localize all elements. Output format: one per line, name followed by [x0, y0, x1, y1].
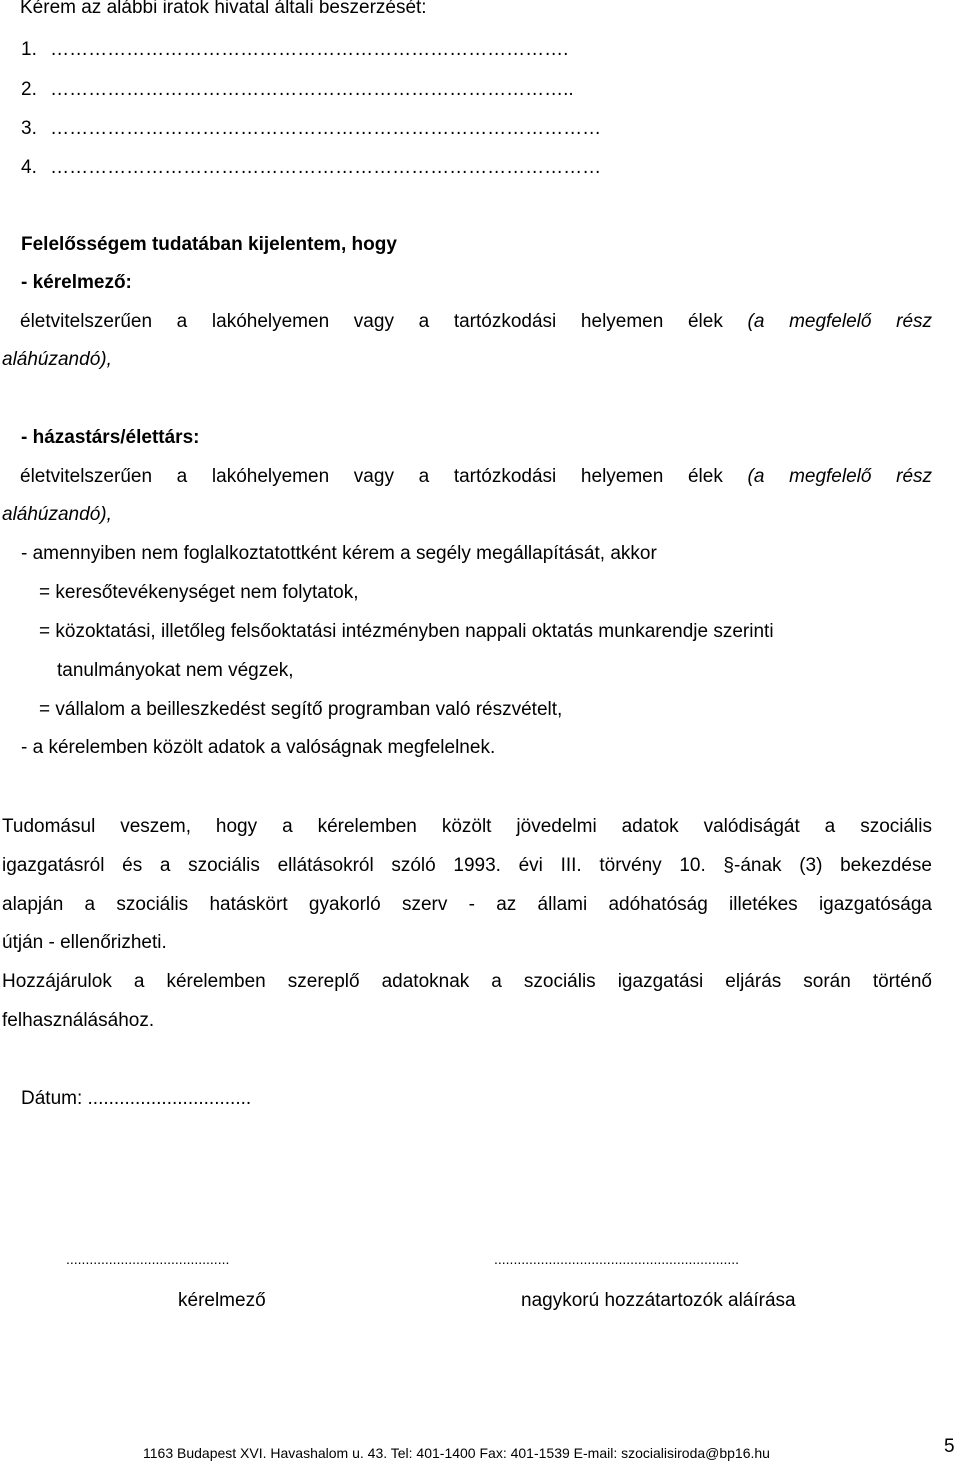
signature-label-relatives: nagykorú hozzátartozók aláírása [521, 1290, 796, 1311]
signature-line-relatives: ............................................................... [494, 1251, 740, 1267]
list-item [21, 157, 601, 179]
notice-line: alapján a szociális hatáskört gyakorló szerv - az állami adóhatóság illetékes igazgatósága [2, 894, 932, 915]
consent-line: Hozzájárulok a kérelemben szereplő adatoknak a szociális igazgatási eljárás során történő [2, 971, 932, 992]
condition-no-study: = közoktatási, illetőleg felsőoktatási intézményben nappali oktatás munkarendje szerinti [39, 621, 774, 642]
footer-contact: 1163 Budapest XVI. Havashalom u. 43. Tel: 401-1400 Fax: 401-1539 E-mail: szocialisiroda@bp16.hu [143, 1445, 770, 1461]
list-number: 1. [21, 39, 37, 60]
condition-no-study-cont: tanulmányokat nem végzek, [57, 660, 294, 681]
spouse-text: életvitelszerűen a lakóhelyemen vagy a tartózkodási helyemen élek [20, 466, 723, 487]
consent-line: felhasználásához. [2, 1010, 155, 1031]
applicant-note: (a megfelelő rész [747, 311, 933, 332]
spouse-label: - házastárs/élettárs: [21, 427, 200, 448]
truth-statement: - a kérelemben közölt adatok a valóságnak megfelelnek. [21, 737, 496, 758]
applicant-note-cont: aláhúzandó), [2, 349, 112, 370]
list-dots: …………………………………………………………………………… [50, 118, 602, 139]
notice-line: útján - ellenőrizheti. [2, 932, 167, 953]
list-item [21, 79, 574, 101]
list-number: 2. [21, 79, 37, 100]
page-number: 5 [944, 1436, 955, 1457]
applicant-statement [20, 311, 932, 333]
spouse-note: (a megfelelő rész [747, 466, 933, 487]
condition-no-work: = keresőtevékenységet nem folytatok, [39, 582, 359, 603]
list-dots: …………………………………………………………………………… [50, 157, 602, 178]
date-field: Dátum: ............................... [21, 1088, 252, 1109]
condition-program: = vállalom a beilleszkedést segítő programban való részvételt, [39, 699, 563, 720]
spouse-note-cont: aláhúzandó), [2, 504, 112, 525]
list-item [21, 118, 601, 140]
applicant-text: életvitelszerűen a lakóhelyemen vagy a tartózkodási helyemen élek [20, 311, 723, 332]
notice-line: Tudomásul veszem, hogy a kérelemben közölt jövedelmi adatok valódiságát a szociális [2, 816, 932, 837]
list-dots: ………………………………………………………………………. [50, 39, 569, 60]
applicant-label: - kérelmező: [21, 272, 132, 293]
list-item [21, 39, 568, 61]
request-heading: Kérem az alábbi iratok hivatal általi beszerzését: [20, 0, 427, 18]
notice-line: igazgatásról és a szociális ellátásokról szóló 1993. évi III. törvény 10. §-ának (3) bekezdése [2, 855, 932, 876]
spouse-statement [20, 466, 932, 488]
list-number: 4. [21, 157, 37, 178]
list-dots: ……………………………………………………………………….. [50, 79, 574, 100]
unemployment-condition: - amennyiben nem foglalkoztatottként kérem a segély megállapítását, akkor [21, 543, 657, 564]
declaration-heading: Felelősségem tudatában kijelentem, hogy [21, 234, 397, 255]
signature-line-applicant: .......................................... [66, 1251, 230, 1267]
signature-label-applicant: kérelmező [178, 1290, 266, 1311]
list-number: 3. [21, 118, 37, 139]
